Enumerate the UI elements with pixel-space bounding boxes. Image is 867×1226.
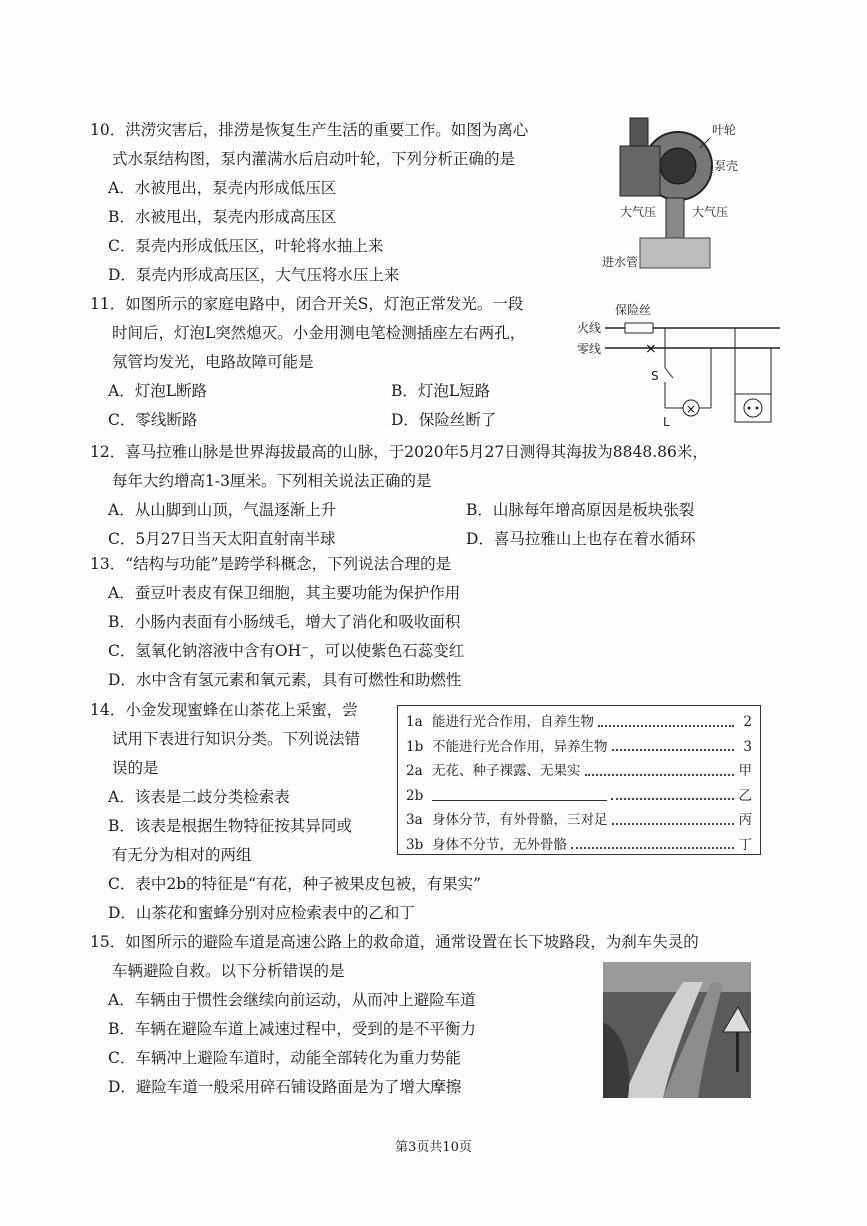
key-id: 2b: [406, 787, 424, 804]
pump-outlet-pipe: [630, 118, 648, 148]
impeller-label: 叶轮: [712, 123, 737, 137]
question-13: [90, 550, 464, 695]
pump-shell-label: 泵壳: [714, 159, 739, 173]
atm-left-label: 大气压: [620, 205, 657, 219]
question-14-option-a: A．该表是二歧分类检索表: [108, 788, 290, 806]
question-11-stem-3: 氖管均发光，电路故障可能是: [112, 353, 314, 371]
key-text: 身体分节，有外骨骼，三对足: [432, 812, 608, 828]
lamp-cross-icon: ×: [686, 402, 697, 416]
question-14-stem-1: 14．小金发现蜜蜂在山茶花上采蜜，尝: [90, 701, 358, 719]
inlet-label: 进水管: [602, 255, 639, 269]
break-mark-icon: ×: [645, 341, 657, 357]
question-13-stem-1: 13．“结构与功能”是跨学科概念，下列说法合理的是: [90, 555, 452, 573]
fuse-shape: [625, 323, 653, 333]
question-14-option-c: C．表中2b的特征是“有花，种子被果皮包被，有果实”: [108, 875, 481, 893]
question-11-option-a: A．灯泡L断路: [108, 382, 207, 400]
question-13-option-d: D．水中含有氢元素和氧元素，具有可燃性和助燃性: [108, 671, 462, 689]
question-10-option-b: B．水被甩出，泵壳内形成高压区: [108, 208, 337, 226]
key-id: 3b: [406, 836, 424, 853]
question-11-option-b: B．灯泡L短路: [391, 382, 491, 400]
question-13-option-b: B．小肠内表面有小肠绒毛，增大了消化和吸收面积: [108, 613, 461, 631]
question-10: [90, 116, 528, 290]
question-12-stem-1: 12．喜马拉雅山脉是世界海拔最高的山脉，于2020年5月27日测得其海拔为8848.86米，: [90, 443, 708, 461]
question-11: [90, 290, 525, 435]
question-11-option-d: D．保险丝断了: [391, 411, 497, 429]
socket-hole-icon: [756, 407, 759, 410]
key-row: [406, 710, 752, 735]
question-12-stem-2: 每年大约增高1-3厘米。下列相关说法正确的是: [112, 472, 432, 490]
key-result: 丙: [738, 812, 752, 828]
key-row: [406, 808, 752, 833]
question-14-option-b-cont: 有无分为相对的两组: [112, 846, 252, 864]
key-leader: [598, 710, 734, 727]
question-15-stem-1: 15．如图所示的避险车道是高速公路上的救命道，通常设置在长下坡路段，为刹车失灵的: [90, 933, 699, 951]
impeller-shape: [660, 148, 696, 184]
centrifugal-pump-figure: [600, 108, 770, 278]
key-text: 能进行光合作用，自养生物: [432, 714, 594, 730]
question-11-stem-1: 11．如图所示的家庭电路中，闭合开关S，灯泡正常发光。一段: [90, 295, 524, 313]
lamp-label: L: [663, 415, 670, 429]
switch-shape: [665, 368, 673, 378]
neutral-wire-label: 零线: [577, 342, 602, 356]
key-row: [406, 735, 752, 760]
key-blank-line: [432, 784, 607, 802]
key-row: [406, 784, 752, 809]
question-13-option-a: A．蚕豆叶表皮有保卫细胞，其主要功能为保护作用: [108, 584, 461, 602]
question-12-option-c: C．5月27日当天太阳直射南半球: [108, 530, 336, 548]
question-15-option-a: A．车辆由于惯性会继续向前运动，从而冲上避险车道: [108, 991, 476, 1009]
key-id: 1a: [406, 714, 423, 730]
question-11-option-c: C．零线断路: [108, 411, 198, 429]
question-14-stem-3: 误的是: [112, 759, 159, 777]
key-leader: [612, 735, 735, 752]
water-shape: [640, 238, 710, 268]
socket-hole-icon: [748, 407, 751, 410]
sign-post: [736, 1032, 739, 1072]
key-row: [406, 759, 752, 784]
question-10-stem-2: 式水泵结构图，泵内灌满水后启动叶轮，下列分析正确的是: [112, 150, 516, 168]
question-13-option-c: C．氢氧化钠溶液中含有OH⁻，可以使紫色石蕊变红: [108, 642, 465, 660]
escape-lane-photo: [603, 962, 751, 1098]
photo-sky: [603, 962, 751, 992]
key-result: 2: [743, 714, 752, 730]
key-id: 3a: [406, 812, 423, 828]
question-14-stem-2: 试用下表进行知识分类。下列说法错: [112, 730, 361, 748]
pump-body-shape: [620, 146, 660, 196]
switch-label: S: [651, 369, 659, 383]
question-11-stem-2: 时间后，灯泡L突然熄灭。小金用测电笔检测插座左右两孔，: [112, 324, 526, 342]
key-text: 身体不分节，无外骨骼: [432, 836, 567, 853]
question-14-option-d: D．山茶花和蜜蜂分别对应检索表中的乙和丁: [108, 904, 415, 922]
key-result: 甲: [738, 763, 752, 779]
question-10-stem-1: 10．洪涝灾害后，排涝是恢复生产生活的重要工作。如图为离心: [90, 121, 529, 139]
dichotomous-key-table: [397, 705, 761, 855]
socket-face-icon: [744, 399, 762, 417]
fuse-label: 保险丝: [615, 303, 652, 317]
question-10-option-c: C．泵壳内形成低压区，叶轮将水抽上来: [108, 237, 384, 255]
question-12-option-b: B．山脉每年增高原因是板块张裂: [466, 501, 695, 519]
key-id: 2a: [406, 763, 423, 779]
key-result: 乙: [738, 787, 752, 804]
key-leader: [612, 808, 735, 825]
question-15-option-c: C．车辆冲上避险车道时，动能全部转化为重力势能: [108, 1049, 461, 1067]
key-result: 丁: [738, 836, 752, 853]
household-circuit-figure: [575, 298, 785, 430]
page-footer: 第3页共10页: [395, 1140, 472, 1155]
question-12: [90, 438, 708, 554]
question-15-option-b: B．车辆在避险车道上减速过程中，受到的是不平衡力: [108, 1020, 476, 1038]
question-14-option-b: B．该表是根据生物特征按其异同或: [108, 817, 352, 835]
atm-right-label: 大气压: [692, 205, 729, 219]
key-leader: [585, 759, 735, 776]
question-12-option-a: A．从山脚到山顶，气温逐渐上升: [108, 501, 337, 519]
live-wire-label: 火线: [577, 321, 602, 335]
key-text: 不能进行光合作用，异养生物: [432, 738, 608, 755]
question-10-option-d: D．泵壳内形成高压区，大气压将水压上来: [108, 266, 400, 284]
key-text: 无花、种子裸露、无果实: [432, 763, 581, 779]
key-leader: [571, 833, 734, 850]
question-12-option-d: D．喜马拉雅山上也存在着水循环: [466, 530, 696, 548]
question-15-option-d: D．避险车道一般采用碎石铺设路面是为了增大摩擦: [108, 1078, 462, 1096]
question-10-option-a: A．水被甩出，泵壳内形成低压区: [108, 179, 337, 197]
question-15-stem-2: 车辆避险自救。以下分析错误的是: [112, 962, 345, 980]
key-leader: [611, 784, 734, 801]
key-row: [406, 833, 752, 858]
key-id: 1b: [406, 738, 424, 755]
key-result: 3: [743, 738, 752, 755]
